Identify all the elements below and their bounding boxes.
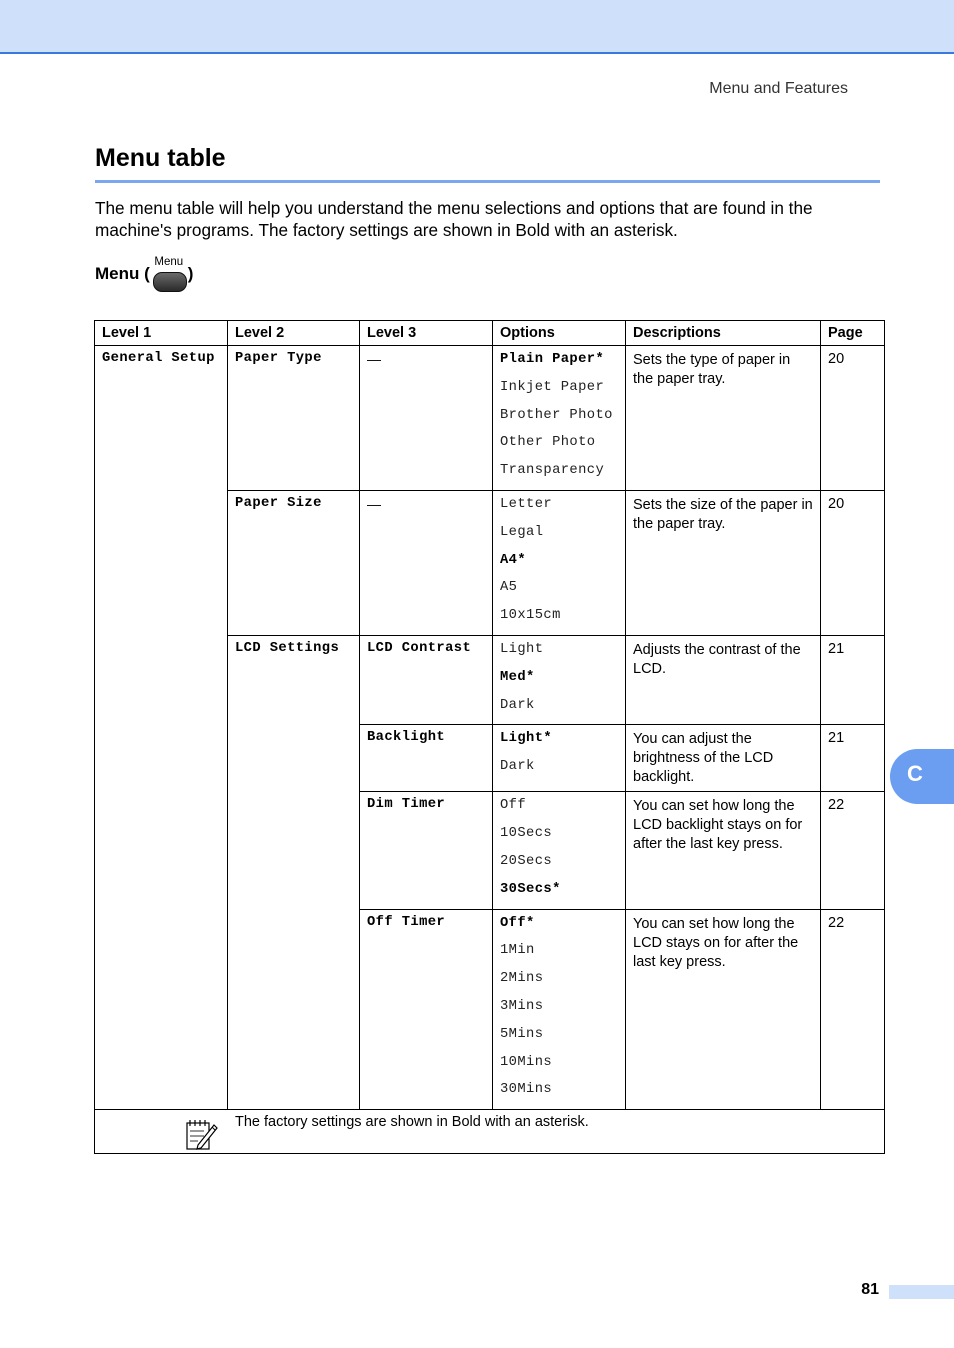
note-cell [95, 1110, 885, 1154]
chapter-side-tab [890, 749, 954, 804]
option-value: 30Secs* [500, 881, 561, 897]
header-level1: Level 1 [95, 321, 228, 346]
cell-level1: General Setup [95, 346, 228, 1110]
menu-key-icon [151, 256, 187, 292]
page-number-bar [889, 1285, 954, 1299]
option-value: Brother Photo [500, 407, 613, 423]
option-value: Inkjet Paper [500, 379, 605, 395]
option-value: 2Mins [500, 971, 544, 987]
note-text: The factory settings are shown in Bold with an asterisk. [235, 1114, 589, 1131]
table-header-row [95, 321, 885, 346]
cell-options [493, 725, 626, 792]
cell-level3: Backlight [360, 725, 493, 792]
option-value: 30Mins [500, 1082, 553, 1098]
option-value: 10x15cm [500, 608, 561, 624]
top-band [0, 0, 954, 54]
option-value: Light* [500, 731, 553, 747]
menu-heading-prefix: Menu ( [95, 264, 150, 283]
running-head: Menu and Features [709, 80, 848, 97]
option-value: Legal [500, 524, 544, 540]
chapter-letter: C [907, 761, 923, 786]
cell-description: You can set how long the LCD stays on for after the last key press. [626, 909, 821, 1110]
cell-description: You can adjust the brightness of the LCD backlight. [626, 725, 821, 792]
header-level3: Level 3 [360, 321, 493, 346]
cell-options [493, 635, 626, 724]
option-value: Dark [500, 759, 535, 775]
cell-level3: — [360, 490, 493, 635]
option-value: 10Secs [500, 826, 553, 842]
cell-description: Sets the type of paper in the paper tray. [626, 346, 821, 491]
option-value: Letter [500, 496, 553, 512]
option-value: 1Min [500, 943, 535, 959]
menu-button-shape [153, 272, 187, 292]
header-options: Options [493, 321, 626, 346]
table-row [95, 346, 885, 491]
page-number: 81 [861, 1281, 879, 1298]
cell-level3: LCD Contrast [360, 635, 493, 724]
cell-level3: Off Timer [360, 909, 493, 1110]
cell-level3: Dim Timer [360, 792, 493, 909]
header-page: Page [821, 321, 885, 346]
option-value: 10Mins [500, 1054, 553, 1070]
menu-key-label: Menu [154, 256, 184, 268]
cell-level2: Paper Type [228, 346, 360, 491]
option-value: 3Mins [500, 998, 544, 1014]
menu-table [94, 320, 885, 1154]
option-value: Dark [500, 697, 535, 713]
cell-page: 22 [821, 909, 885, 1110]
cell-options [493, 909, 626, 1110]
option-value: Med* [500, 669, 535, 685]
note-row [95, 1110, 885, 1154]
option-value: Light [500, 641, 544, 657]
menu-heading-suffix: ) [187, 264, 194, 283]
cell-options [493, 346, 626, 491]
header-level2: Level 2 [228, 321, 360, 346]
option-value: Off* [500, 915, 535, 931]
title-rule [95, 180, 880, 183]
intro-paragraph: The menu table will help you understand the menu selections and options that are found in the machine's programs. The factory settings are shown in Bold with an asterisk. [95, 198, 813, 240]
cell-options [493, 490, 626, 635]
header-descriptions: Descriptions [626, 321, 821, 346]
cell-page: 20 [821, 346, 885, 491]
cell-page: 21 [821, 725, 885, 792]
cell-description: You can set how long the LCD backlight stays on for after the last key press. [626, 792, 821, 909]
option-value: Plain Paper* [500, 352, 605, 367]
cell-page: 22 [821, 792, 885, 909]
section-title: Menu table [95, 144, 226, 172]
option-value: A4* [500, 552, 527, 568]
option-value: Other Photo [500, 435, 596, 451]
menu-heading [95, 256, 193, 292]
option-value: 5Mins [500, 1026, 544, 1042]
cell-description: Sets the size of the paper in the paper tray. [626, 490, 821, 635]
option-value: Transparency [500, 463, 605, 479]
cell-page: 21 [821, 635, 885, 724]
option-value: A5 [500, 580, 518, 596]
cell-options [493, 792, 626, 909]
cell-level2: Paper Size [228, 490, 360, 635]
cell-level3: — [360, 346, 493, 491]
cell-page: 20 [821, 490, 885, 635]
option-value: Off [500, 798, 527, 814]
cell-level2: LCD Settings [228, 635, 360, 1109]
cell-description: Adjusts the contrast of the LCD. [626, 635, 821, 724]
option-value: 20Secs [500, 853, 553, 869]
note-pencil-icon [184, 1117, 218, 1151]
